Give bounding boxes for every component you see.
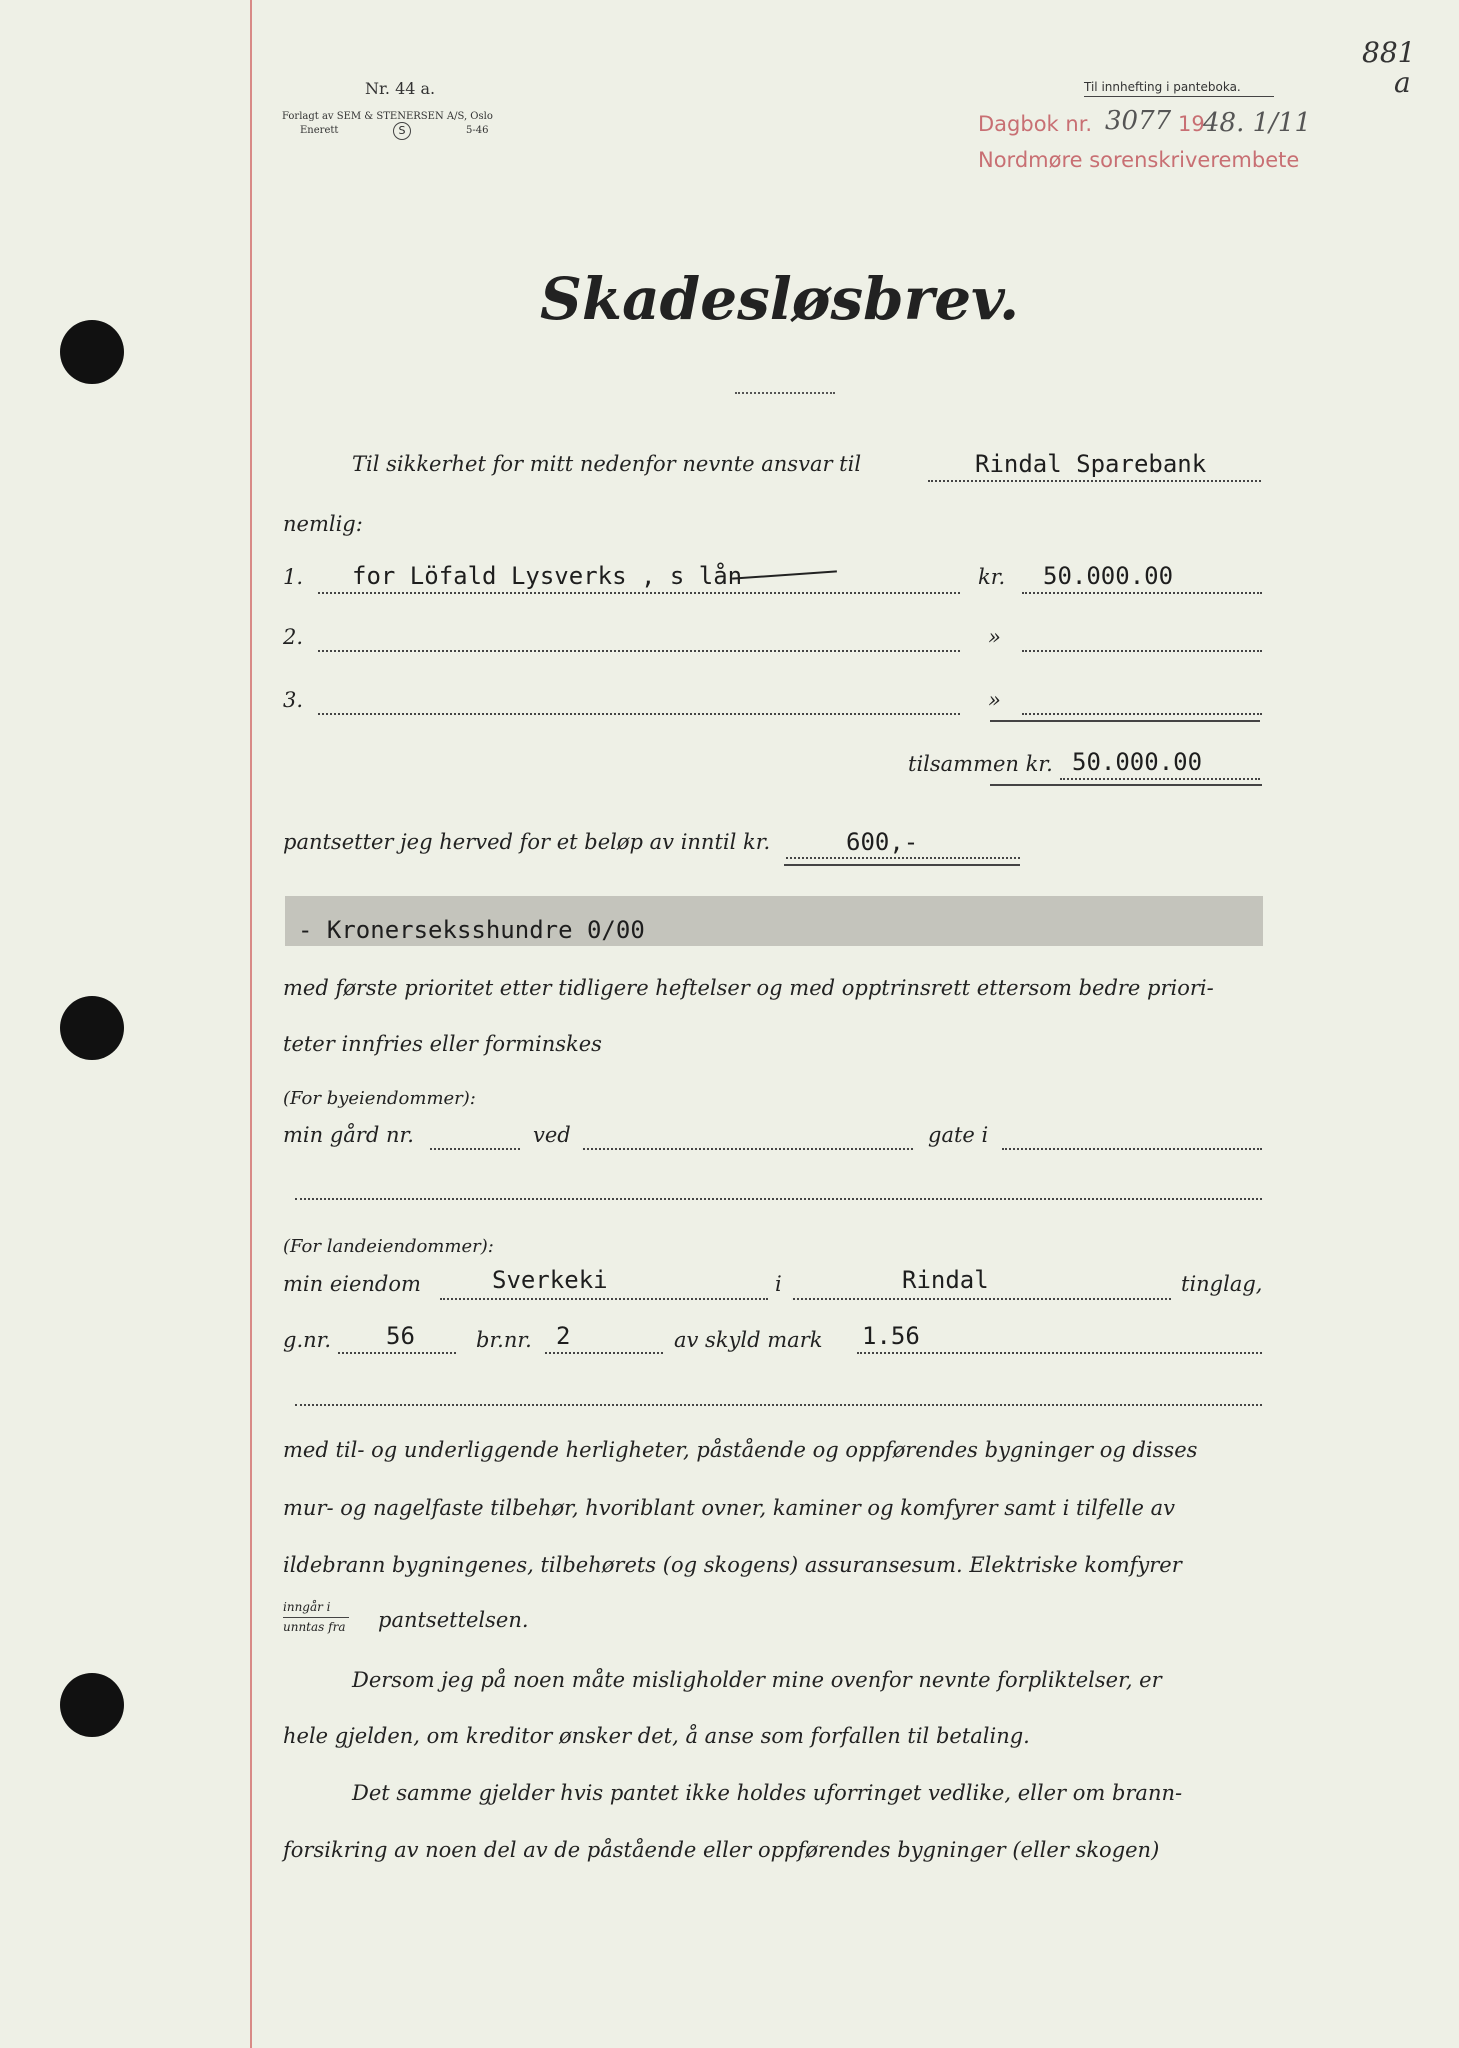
dagbok-number: 3077 bbox=[1105, 106, 1172, 136]
body-line-3: ildebrann bygningenes, tilbehørets (og skogens) assuransesum. Elektriske komfyrer bbox=[283, 1553, 1182, 1577]
document-title: Skadesløsbrev. bbox=[540, 265, 1020, 333]
total-amount: 50.000.00 bbox=[1072, 748, 1203, 776]
item-2-amount-line bbox=[1022, 650, 1262, 652]
bnr-line bbox=[545, 1352, 663, 1354]
publisher-logo: S bbox=[393, 122, 411, 140]
rural-label-eiendom: min eiendom bbox=[283, 1272, 421, 1296]
total-amount-line bbox=[1060, 778, 1260, 780]
bleed-through-text bbox=[270, 205, 280, 224]
rural-header: (For landeiendommer): bbox=[283, 1236, 494, 1257]
city-label-gard: min gård nr. bbox=[283, 1123, 414, 1147]
gnr-value: 56 bbox=[386, 1322, 415, 1350]
item-1-number: 1. bbox=[283, 565, 304, 589]
inngar-divider bbox=[283, 1617, 349, 1618]
gnr-label: g.nr. bbox=[283, 1328, 332, 1352]
dagbok-label: Dagbok nr. bbox=[978, 112, 1093, 136]
dagbok-date: 48. 1/11 bbox=[1203, 108, 1311, 138]
rural-label-i: i bbox=[775, 1272, 782, 1296]
para-3-line-2: forsikring av noen del av de påstående eller oppførendes bygninger (eller skogen) bbox=[283, 1838, 1160, 1862]
bnr-value: 2 bbox=[556, 1322, 571, 1350]
city-second-line bbox=[295, 1198, 1262, 1200]
creditor-line bbox=[928, 480, 1261, 482]
item-3-desc-line bbox=[318, 713, 960, 715]
rural-label-tinglag: tinglag, bbox=[1181, 1272, 1263, 1296]
body-line-2: mur- og nagelfaste tilbehør, hvoriblant ovner, kaminer og komfyrer samt i tilfelle av bbox=[283, 1496, 1175, 1520]
publisher-line: Forlagt av SEM & STENERSEN A/S, Oslo bbox=[282, 111, 493, 122]
body-line-1: med til- og underliggende herligheter, påstående og oppførendes bygninger og disses bbox=[283, 1438, 1198, 1462]
unntas-option: unntas fra bbox=[283, 1620, 346, 1634]
page-mark: 881 bbox=[1362, 36, 1416, 69]
form-number: Nr. 44 a. bbox=[365, 79, 436, 98]
pledge-text: pantsetter jeg herved for et beløp av inntil kr. bbox=[283, 830, 771, 854]
item-1-description: for Löfald Lysverks , s lån bbox=[352, 562, 743, 590]
item-3-number: 3. bbox=[283, 688, 304, 712]
dagbok-year-prefix: 19 bbox=[1178, 112, 1205, 136]
punch-hole-middle bbox=[60, 996, 124, 1060]
item-2-number: 2. bbox=[283, 625, 304, 649]
inngar-option: inngår i bbox=[283, 1600, 331, 1614]
item-1-desc-line bbox=[318, 592, 960, 594]
item-1-amount-line bbox=[1022, 592, 1262, 594]
margin-rule bbox=[250, 0, 252, 2048]
skyld-line bbox=[857, 1352, 1262, 1354]
item-1-kr-label: kr. bbox=[978, 565, 1006, 589]
publisher-enerett: Enerett bbox=[300, 125, 339, 136]
skyld-value: 1.56 bbox=[862, 1322, 920, 1350]
item-1-strike bbox=[732, 570, 837, 579]
innhefting-note: Til innhefting i panteboka. bbox=[1084, 80, 1241, 94]
para-2-line-1: Dersom jeg på noen måte misligholder mine ovenfor nevnte forpliktelser, er bbox=[352, 1668, 1162, 1692]
intro-text: Til sikkerhet for mitt nedenfor nevnte ansvar til bbox=[352, 452, 862, 476]
pledge-underline bbox=[784, 864, 1020, 866]
amount-in-words: - Kronerseksshundre 0/00 bbox=[298, 916, 645, 944]
title-underline bbox=[735, 392, 835, 394]
priority-text-1: med første prioritet etter tidligere heftelser og med opptrinsrett ettersom bedre priori- bbox=[283, 976, 1214, 1000]
rural-second-line bbox=[295, 1404, 1262, 1406]
total-underline bbox=[990, 784, 1262, 786]
skyld-label: av skyld mark bbox=[674, 1328, 823, 1352]
priority-text-2: teter innfries eller forminskes bbox=[283, 1032, 602, 1056]
item-2-desc-line bbox=[318, 650, 960, 652]
creditor-name: Rindal Sparebank bbox=[975, 450, 1207, 478]
city-ved-line bbox=[583, 1148, 913, 1150]
office-name: Nordmøre sorenskriverembete bbox=[978, 148, 1300, 172]
city-label-gate: gate i bbox=[928, 1123, 989, 1147]
item-3-amount-line bbox=[1022, 713, 1262, 715]
punch-hole-bottom bbox=[60, 1673, 124, 1737]
item-3-kr-label: » bbox=[988, 688, 1001, 712]
nemlig-label: nemlig: bbox=[283, 512, 363, 536]
item-3-underline bbox=[990, 720, 1260, 722]
innhefting-underline bbox=[1084, 96, 1274, 97]
pledge-amount-line bbox=[786, 857, 1020, 859]
gnr-line bbox=[338, 1352, 456, 1354]
total-label: tilsammen kr. bbox=[908, 752, 1053, 776]
publisher-code: 5-46 bbox=[466, 125, 489, 136]
body-line-4: pantsettelsen. bbox=[378, 1608, 529, 1632]
punch-hole-top bbox=[60, 320, 124, 384]
city-label-ved: ved bbox=[533, 1123, 571, 1147]
para-2-line-2: hele gjelden, om kreditor ønsker det, å anse som forfallen til betaling. bbox=[283, 1724, 1030, 1748]
pledge-amount: 600,- bbox=[846, 828, 919, 856]
item-2-kr-label: » bbox=[988, 625, 1001, 649]
page-mark-suffix: a bbox=[1394, 66, 1411, 99]
city-gate-line bbox=[1002, 1148, 1262, 1150]
rural-municipality: Rindal bbox=[902, 1266, 989, 1294]
city-gard-line bbox=[430, 1148, 520, 1150]
rural-property: Sverkeki bbox=[492, 1266, 608, 1294]
rural-municipality-line bbox=[793, 1298, 1171, 1300]
rural-property-line bbox=[440, 1298, 768, 1300]
city-header: (For byeiendommer): bbox=[283, 1088, 476, 1109]
para-3-line-1: Det samme gjelder hvis pantet ikke holdes uforringet vedlike, eller om brann- bbox=[352, 1781, 1183, 1805]
item-1-amount: 50.000.00 bbox=[1043, 562, 1174, 590]
bnr-label: br.nr. bbox=[476, 1328, 532, 1352]
